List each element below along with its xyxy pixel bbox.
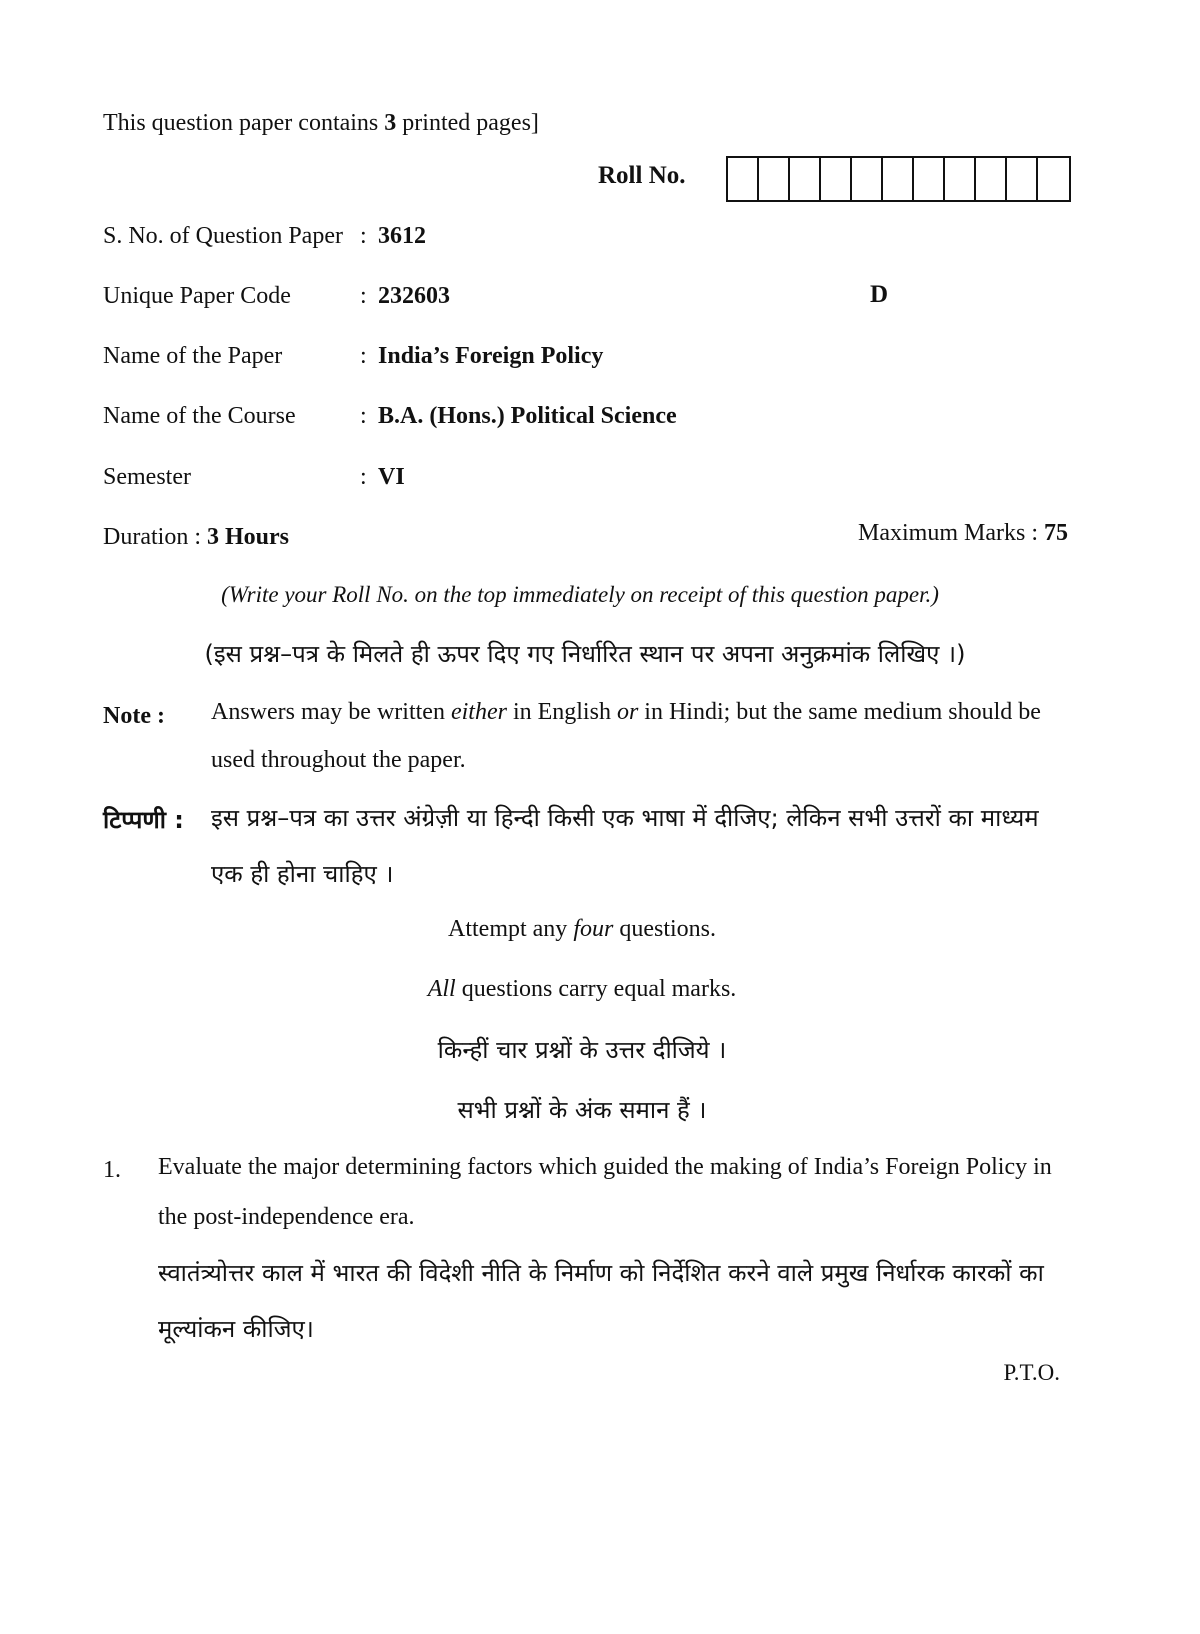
course-label: Name of the Course (103, 403, 296, 429)
note-hi-label: टिप्पणी : (103, 806, 184, 834)
course-value: B.A. (Hons.) Political Science (378, 403, 677, 429)
note-en-either: either (450, 699, 507, 725)
question-text-hi: स्वातंत्र्योत्तर काल में भारत की विदेशी नीति के निर्माण को निर्देशित करने वाले प्रमुख निर्धारक कारकों का मूल्यांकन कीजिए। (158, 1259, 1044, 1343)
roll-instruction-en: (Write your Roll No. on the top immediately on receipt of this question paper.) (221, 582, 939, 607)
note-text-hi: इस प्रश्न–पत्र का उत्तर अंग्रेज़ी या हिन्दी किसी एक भाषा में दीजिए; लेकिन सभी उत्तरों का माध्यम एक ही होना चाहिए । (211, 804, 1039, 888)
note-en-part3: in Hindi; but the same medium should be used throughout the paper. (211, 699, 1041, 773)
all-word: All (427, 976, 456, 1002)
duration (103, 524, 289, 551)
attempt-instruction-hi: किन्हीं चार प्रश्नों के उत्तर दीजिये । (437, 1036, 727, 1064)
roll-digit-box[interactable] (821, 158, 852, 200)
roll-digit-box[interactable] (976, 158, 1007, 200)
code-value: 232603 (378, 283, 450, 309)
code-separator: : (360, 283, 367, 309)
roll-instruction-hi: (इस प्रश्न–पत्र के मिलते ही ऊपर दिए गए निर्धारित स्थान पर अपना अनुक्रमांक लिखिए ।) (204, 640, 966, 668)
attempt-part1: Attempt any (448, 916, 574, 942)
pages-note-suffix: printed pages] (396, 110, 539, 136)
semester-separator: : (360, 464, 367, 490)
attempt-instruction (0, 916, 1182, 943)
roll-number-boxes[interactable] (726, 156, 1071, 202)
paper-name-value: India’s Foreign Policy (378, 343, 604, 369)
pages-note-prefix: This question paper contains (103, 110, 385, 136)
equal-marks-instruction (0, 976, 1182, 1003)
code-label: Unique Paper Code (103, 283, 291, 309)
set-letter: D (870, 281, 889, 308)
pages-count: 3 (384, 110, 397, 136)
roll-label: Roll No. (598, 162, 686, 189)
max-marks-value: 75 (1044, 520, 1068, 546)
roll-digit-box[interactable] (883, 158, 914, 200)
note-en-or: or (616, 699, 639, 725)
question-text-en: Evaluate the major determining factors which guided the making of India’s Foreign Policy in the post-independence era. (158, 1154, 1052, 1230)
roll-digit-box[interactable] (1038, 158, 1069, 200)
pto-label: P.T.O. (1003, 1360, 1060, 1385)
roll-digit-box[interactable] (790, 158, 821, 200)
attempt-part2: questions. (613, 916, 716, 942)
roll-digit-box[interactable] (1007, 158, 1038, 200)
serial-separator: : (360, 223, 367, 249)
roll-digit-box[interactable] (759, 158, 790, 200)
duration-label: Duration : (103, 524, 207, 550)
duration-value: 3 Hours (206, 524, 289, 550)
note-label: Note : (103, 703, 165, 729)
semester-value: VI (378, 464, 405, 490)
attempt-four: four (573, 916, 614, 942)
roll-digit-box[interactable] (852, 158, 883, 200)
roll-digit-box[interactable] (945, 158, 976, 200)
note-text-en (211, 688, 1071, 784)
paper-name-separator: : (360, 343, 367, 369)
equal-marks-rest: questions carry equal marks. (455, 976, 737, 1002)
course-separator: : (360, 403, 367, 429)
roll-digit-box[interactable] (728, 158, 759, 200)
maximum-marks (858, 520, 1068, 547)
semester-label: Semester (103, 464, 191, 490)
roll-digit-box[interactable] (914, 158, 945, 200)
serial-value: 3612 (378, 223, 426, 249)
serial-label: S. No. of Question Paper (103, 223, 343, 249)
question-number: 1. (103, 1157, 121, 1183)
note-en-part2: in English (506, 699, 617, 725)
equal-marks-hi: सभी प्रश्नों के अंक समान हैं । (457, 1096, 707, 1124)
note-en-part1: Answers may be written (211, 699, 451, 725)
pages-note (103, 110, 539, 137)
max-marks-label: Maximum Marks : (858, 520, 1044, 546)
paper-name-label: Name of the Paper (103, 343, 283, 369)
